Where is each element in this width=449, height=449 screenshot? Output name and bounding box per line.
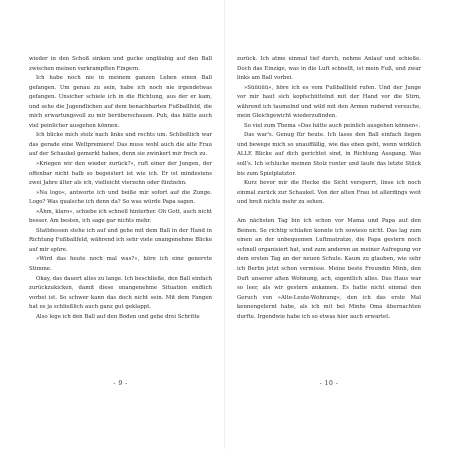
right-paragraph-4: Das war's. Genug für heute. Ich lasse den Ball einfach liegen und bewege mich so unauffällig, wie das eben geht, wenn wirklich ALLE Blicke auf dich gerichtet sind, in Richtung Ausgang. Was soll's. Ich schlucke meinen Stolz runter und laufe das letzte Stück bis zum Spielplatztor. — [237, 132, 421, 177]
right-paragraph-3: So viel zum Thema »Das hätte auch peinlich ausgehen können«. — [244, 122, 421, 129]
left-paragraph-5: »Na logo«, antworte ich und beiße mir sofort auf die Zunge. Logo? Was qualsche ich denn da? So was würde Papa sagen. — [29, 189, 212, 206]
left-page — [0, 0, 224, 449]
left-paragraph-6: »Ähm, klaro«, schiebe ich schnell hinterher. Oh Gott, auch nicht besser. Am besten, ich sage gar nichts mehr. — [29, 208, 212, 225]
right-paragraph-1: zurück. Ich atme einmal tief durch, nehme Anlauf und schieße. Doch das Einzige, was in die Luft schnellt, ist mein Fuß, und zwar links am Ball vorbei. — [237, 56, 421, 82]
left-paragraph-9: Okay, das dauert alles zu lange. Ich beschließe, den Ball einfach zurückzukicken, damit diese unangenehme Situation endlich vorbei ist. So schwer kann das doch nicht sein. Mit dem Fangen hat es ja schließlich auch ganz gut geklappt. — [29, 275, 212, 311]
page-number-right: - 10 - — [319, 380, 339, 387]
left-paragraph-8: »Wird das heute noch mal was?«, höre ich eine genervte Stimme. — [29, 256, 212, 273]
right-paragraph-5: Kurz bevor mir die Hecke die Sicht versperrt, linse ich noch einmal zurück zur Schaukel. Von der alten Frau ist allerdings weit und breit nichts mehr zu sehen. — [237, 180, 421, 206]
left-paragraph-10: Also lege ich den Ball auf den Boden und gehe drei Schritte — [36, 313, 200, 320]
page-number-left: - 9 - — [113, 380, 128, 387]
left-paragraph-1: wieder in den Schoß sinken und gucke ungläubig auf den Ball zwischen meinen verkrampften Fingern. — [29, 56, 212, 72]
left-paragraph-3: Ich blicke mich stolz nach links und rechts um. Schließlich war das gerade eine Weltpremiere! Das muss wohl auch die alte Frau auf der Schaukel gemerkt haben, denn sie zwinkert mir frech zu. — [29, 132, 212, 158]
left-paragraph-2: Ich habe noch nie in meinem ganzen Leben einen Ball gefangen. Um genau zu sein, habe ich noch nie irgendetwas gefangen. Unsicher schiele ich in die Richtung, aus der er kam, und sehe die Jugendlichen auf dem benachbarten Fußballfeld, die mich erwartungsvoll zu mir herüberschauen. Puh, das hätte auch viel peinlicher ausgehen können. — [29, 75, 212, 129]
right-page — [225, 0, 449, 449]
right-paragraph-6: Am nächsten Tag bin ich schon vor Mama und Papa auf den Beinen. So richtig schlafen konnte ich sowieso nicht. Das lag zum einen an der unbequemen Luftmatratze, die Papa gestern noch schnell organisiert hat, und zum anderen an meiner Aufregung vor dem ersten Tag an der neuen Schule. Kaum zu glauben, wie sehr ich Berlin jetzt schon vermisse. Meine beste Freundin Minh, den Duft unserer alten Wohnung, ach, eigentlich alles. Das Haus war so leer, als wir gestern ankamen. Es hatte nicht einmal den Geruch von »Alte-Leute-Wohnung«, den ich das erste Mal kennengelernt habe, als ich mit bei Minhs Oma übernachten durfte. Irgendwie habe ich so etwas hier auch erwartet. — [237, 218, 421, 320]
right-paragraph-2: »Süüüüü«, höre ich es vom Fußballfeld rufen. Und der Junge vor mir haut sich kopfschüttelnd mit der Hand vor die Stirn, während ich taumelnd und wild mit den Armen rudernd versuche, mein Gleichgewicht wiederzufinden. — [237, 84, 421, 120]
left-paragraph-4: »Kriegen wir den wieder zurück?«, ruft einer der Jungen, der offenbar nicht halb so begeistert ist wie ich. Er ist mindestens zwei Jahre älter als ich, vielleicht vierzehn oder fünfzehn. — [29, 161, 212, 187]
left-paragraph-7: Stattdessen stehe ich auf und gehe mit dem Ball in der Hand in Richtung Fußballfeld, während ich sehr viele unangenehme Blicke auf mir spüre. — [29, 227, 212, 253]
